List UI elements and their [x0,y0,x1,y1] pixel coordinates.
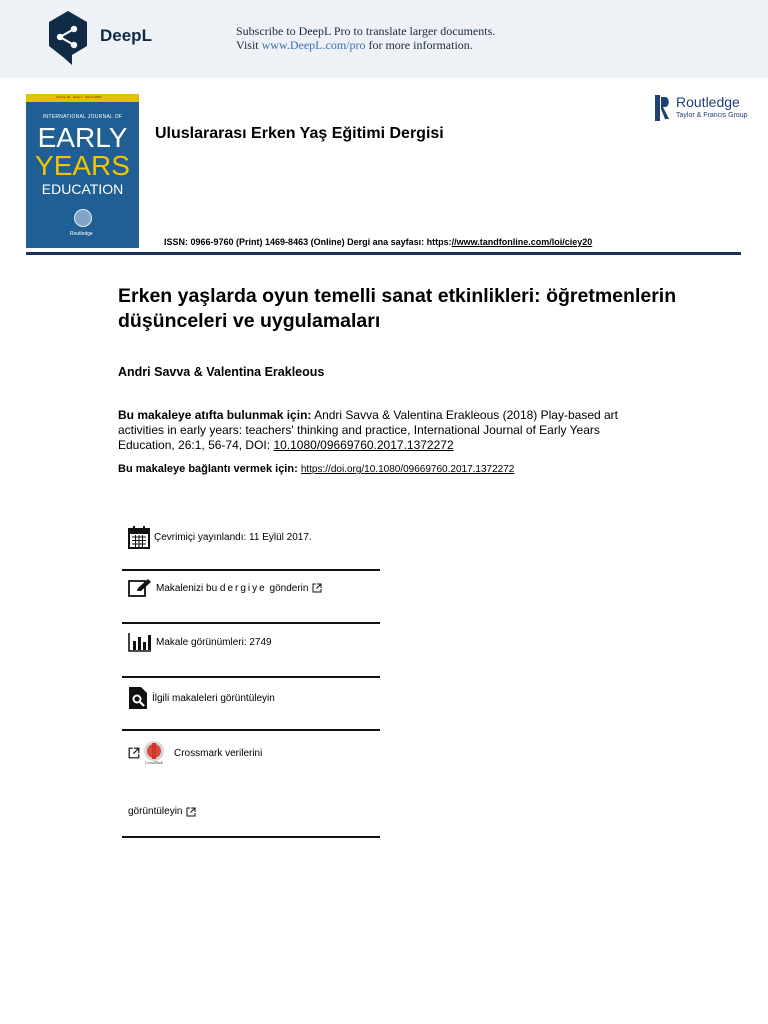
bar-chart-icon [128,632,152,652]
citation-label: Bu makaleye atıfta bulunmak için: [118,408,312,422]
deepl-logo-icon[interactable] [45,9,91,67]
subscribe-line-1: Subscribe to DeepL Pro to translate larger documents. [236,24,496,38]
external-link-icon [312,583,322,593]
citation-doi-link[interactable]: 10.1080/09669760.2017.1372272 [273,438,454,452]
item-separator [122,569,380,571]
journal-homepage-link[interactable]: //www.tandfonline.com/loi/ciey20 [451,237,593,247]
edit-icon [128,578,152,598]
cover-word-education: EDUCATION [41,181,124,197]
article-views-item [128,632,272,652]
issn-line: ISSN: 0966-9760 (Print) 1469-8463 (Online) Dergi ana sayfası: https://www.tandfonline.com/loi/ciey20 [164,237,593,247]
cover-word-years: YEARS [35,150,130,181]
submit-article-text[interactable]: Makalenizi bu dergiye gönderin [156,582,309,594]
article-title: Erken yaşlarda oyun temelli sanat etkinlikleri: öğretmenlerin düşünceleri ve uygulamaları [118,285,677,332]
publisher-name: Routledge [676,94,740,110]
publisher-subtitle: Taylor & Francis Group [676,112,748,119]
crossmark-text[interactable]: Crossmark verilerini [174,747,263,759]
related-articles-text[interactable]: İlgili makaleleri görüntüleyin [152,692,275,704]
crossmark-view-text[interactable]: görüntüleyin [128,806,183,817]
cover-subtitle: INTERNATIONAL JOURNAL OF [42,114,123,120]
deepl-logo-text: DeepL [100,26,152,45]
cover-top-strip: Volume 26 · Issue 1 · March 2018 [26,94,139,102]
article-link-label: Bu makaleye bağlantı vermek için: [118,463,298,475]
crossmark-badge-label: CrossMark [145,760,163,765]
article-views-text: Makale görünümleri: 2749 [156,636,272,648]
item-separator [122,622,380,624]
citation-text: Andri Savva & Valentina Erakleous (2018) Play-based art activities in early years: teachers' thinking and practice, International Journal of Early Years Education, 26:1, 56-74, DOI: [118,408,619,452]
deepl-pro-link[interactable]: www.DeepL.com/pro [261,38,366,52]
journal-title: Uluslararası Erken Yaş Eğitimi Dergisi [155,125,444,142]
search-document-icon [128,686,148,710]
routledge-logo-icon[interactable] [655,95,671,121]
related-articles-item[interactable] [128,686,275,710]
published-date-text: Çevrimiçi yayınlandı: 11 Eylül 2017. [154,531,312,543]
header-rule [26,252,741,255]
article-link-line [118,463,678,475]
article-authors: Andri Savva & Valentina Erakleous [118,365,325,379]
submit-article-item[interactable] [128,578,322,598]
subscribe-text [236,24,495,52]
crossmark-view-item[interactable] [128,806,196,817]
calendar-icon [128,525,150,549]
item-separator [122,729,380,731]
external-link-icon [186,807,196,817]
external-link-icon [128,747,140,759]
item-separator [122,836,380,838]
citation-block [118,408,638,453]
published-date-item [128,525,312,549]
article-doi-url[interactable]: https://doi.org/10.1080/09669760.2017.1372272 [300,464,515,475]
item-separator [122,676,380,678]
cover-emblem-icon [74,209,92,227]
subscribe-line-2: Visit www.DeepL.com/pro for more information. [236,38,473,52]
deepl-banner [0,0,768,78]
cover-word-early: EARLY [37,122,128,153]
cover-publisher: Routledge [70,231,93,237]
journal-cover[interactable] [26,94,139,248]
